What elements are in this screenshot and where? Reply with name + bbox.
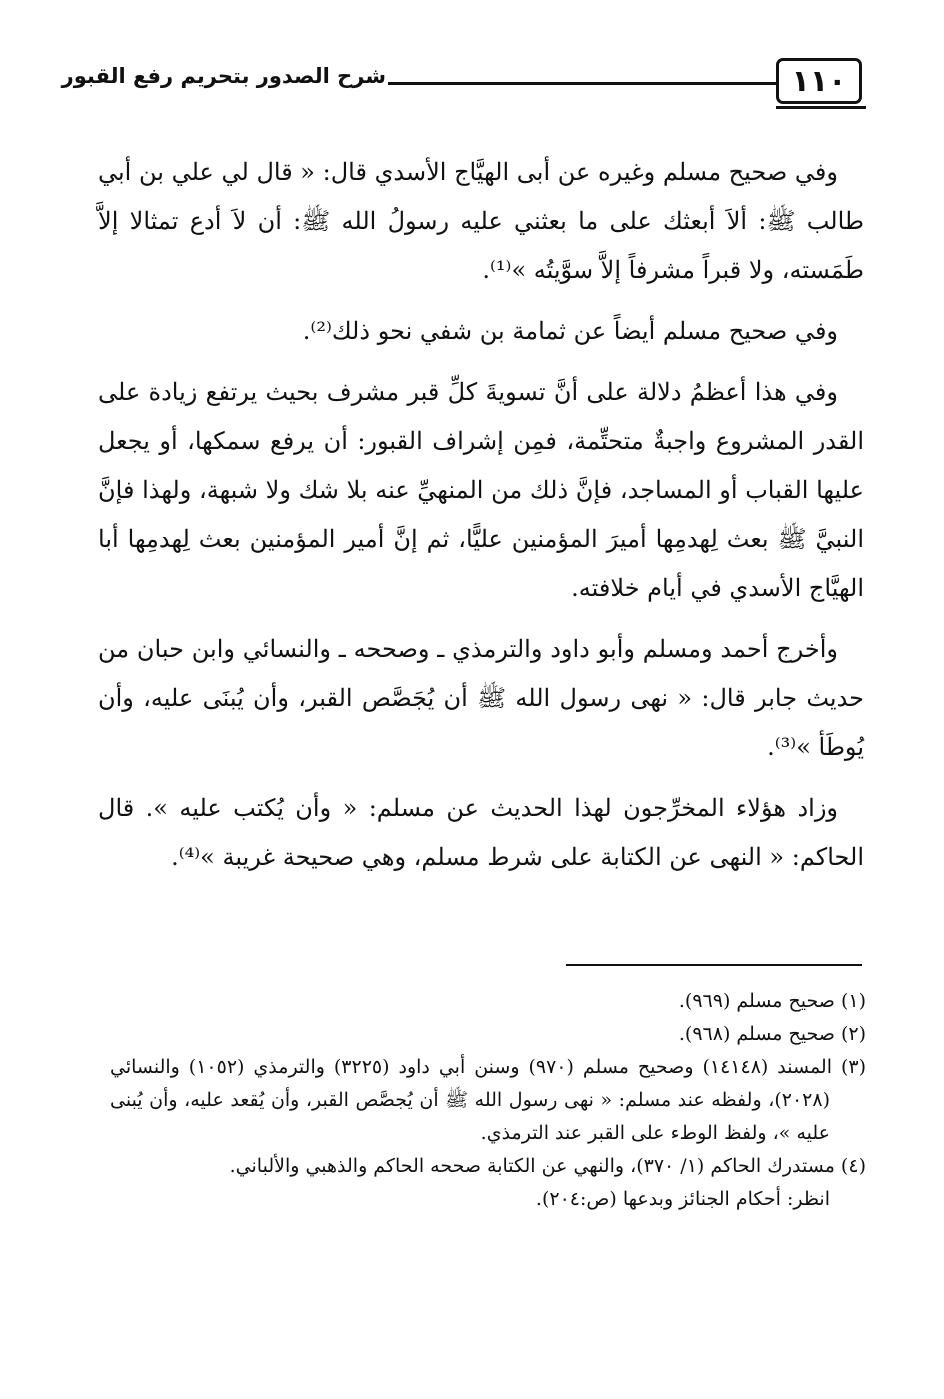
footnote-3: (٣) المسند (١٤١٤٨) وصحيح مسلم (٩٧٠) وسنن أبي داود (٣٢٢٥) والترمذي (١٠٥٢) والنسائي (٢٠٢٨)، ولفظه عند مسلم: « نهى رسول الله ﷺ أن يُجصَّص القبر، وأن يُقعد عليه، وأن يُبنى عليه »، ولفظ الوطء على القبر عند الترمذي. — [110, 1056, 867, 1144]
page-number: ١١٠ — [776, 58, 862, 104]
footnote-1: (١) صحيح مسلم (٩٦٩). — [678, 990, 866, 1012]
paragraph: وفي صحيح مسلم أيضاً عن ثمامة بن شفي نحو ذلك⁽²⁾. — [302, 317, 838, 345]
footnote-4: (٤) مستدرك الحاكم (١/ ٣٧٠)، والنهي عن الكتابة صححه الحاكم والذهبي والألباني. — [229, 1155, 866, 1177]
footnote-4-continuation: انظر: أحكام الجنائز وبدعها (ص:٢٠٤). — [535, 1188, 830, 1210]
footnote-separator — [566, 964, 862, 966]
footnote-2: (٢) صحيح مسلم (٩٦٨). — [678, 1023, 866, 1045]
running-title: شرح الصدور بتحريم رفع القبور — [61, 64, 386, 88]
page-header — [61, 58, 862, 110]
paragraph: وفي صحيح مسلم وغيره عن أبى الهيَّاج الأسدي قال: « قال لي علي بن أبي طالب ﷺ: ألاَ أبعثك على ما بعثني عليه رسولُ الله ﷺ: أن لاَ أدع تمثالا إلاَّ طَمَسته، ولا قبراً مشرفاً إلاَّ سوَّيتُه »⁽¹⁾. — [98, 158, 864, 284]
paragraph: وأخرج أحمد ومسلم وأبو داود والترمذي ـ وصححه ـ والنسائي وابن حبان من حديث جابر قال: « نهى رسول الله ﷺ أن يُجَصَّص القبر، وأن يُبنَى عليه، وأن يُوطَأ »⁽³⁾. — [98, 635, 864, 761]
main-text — [98, 148, 864, 894]
paragraph: وفي هذا أعظمُ دلالة على أنَّ تسويةَ كلِّ قبر مشرف بحيث يرتفع زيادة على القدر المشروع واجبةٌ متحتِّمة، فمِن إشراف القبور: أن يرفع سمكها، أو يجعل عليها القباب أو المساجد، فإنَّ ذلك من المنهيِّ عنه بلا شك ولا شبهة، ولهذا فإنَّ النبيَّ ﷺ بعث لِهدمِها أميرَ المؤمنين عليًّا، ثم إنَّ أمير المؤمنين بعث لِهدمِها أبا الهيَّاج الأسدي في أيام خلافته. — [98, 378, 864, 602]
paragraph: وزاد هؤلاء المخرِّجون لهذا الحديث عن مسلم: « وأن يُكتب عليه ». قال الحاكم: « النهى عن الكتابة على شرط مسلم، وهي صحيحة غريبة »⁽⁴⁾. — [98, 794, 864, 871]
footnotes — [110, 985, 866, 1216]
header-rule — [388, 82, 776, 85]
